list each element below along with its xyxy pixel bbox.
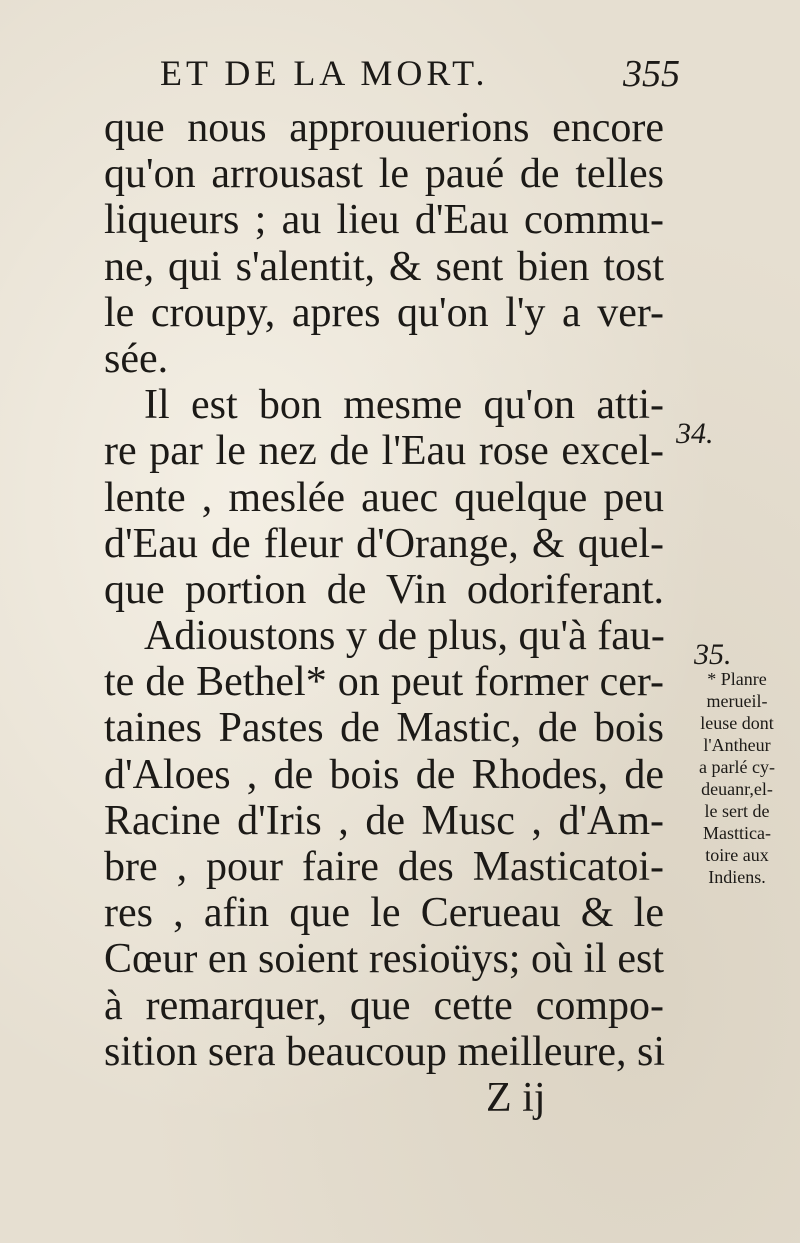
side-note-line: l'Antheur [703,735,771,755]
text-line: sition sera beaucoup meilleure, si [104,1028,665,1075]
text-line: d'Aloes , de bois de Rhodes, de [104,751,664,798]
side-note-line: leuse dont [700,713,774,733]
text-line: taines Pastes de Mastic, de bois [104,705,664,752]
side-note-line: merueil- [706,691,768,711]
text-line: à remarquer, que cette compo- [104,982,664,1029]
margin-number-35: 35. [694,638,732,671]
text-line: Racine d'Iris , de Musc , d'Am- [104,797,664,844]
page-header [160,52,680,100]
text-line: liqueurs ; au lieu d'Eau commu- [104,197,664,244]
text-line: sée. [104,335,169,382]
body-text [104,105,664,1121]
page-number: 355 [623,53,680,95]
text-line: res , afin que le Cerueau & le [104,890,664,937]
side-note-line: Masttica- [703,823,771,843]
side-note-line: Indiens. [708,867,766,887]
signature-mark: Z ij [486,1074,546,1121]
text-line: re par le nez de l'Eau rose excel- [104,428,664,475]
side-note-line: a parlé cy- [699,757,775,777]
text-line: te de Bethel* on peut former cer- [104,659,664,706]
side-note-line: le sert de [704,801,770,821]
text-line: que nous approuuerions encore [104,105,664,151]
running-head: ET DE LA MORT. [160,53,489,93]
text-line: qu'on arrousast le paué de telles [104,151,664,198]
side-note [678,668,796,888]
text-line: bre , pour faire des Masticatoi- [104,844,664,890]
text-line: d'Eau de fleur d'Orange, & quel- [104,520,664,567]
side-note-line: toire aux [705,845,769,865]
text-line: Il est bon mesme qu'on atti- [144,382,664,429]
text-line: que portion de Vin odoriferant. [104,566,664,613]
text-line: Cœur en soient resioüys; où il est [104,936,664,983]
side-note-line: * Planre [707,669,767,689]
text-line: ne, qui s'alentit, & sent bien tost [104,243,664,290]
text-line: lente , meslée auec quelque peu [104,474,664,521]
margin-number-34: 34. [676,417,714,450]
text-line: le croupy, apres qu'on l'y a ver- [104,289,664,336]
side-note-line: deuanr,el- [701,779,773,799]
text-line: Adioustons y de plus, qu'à fau- [144,613,665,660]
